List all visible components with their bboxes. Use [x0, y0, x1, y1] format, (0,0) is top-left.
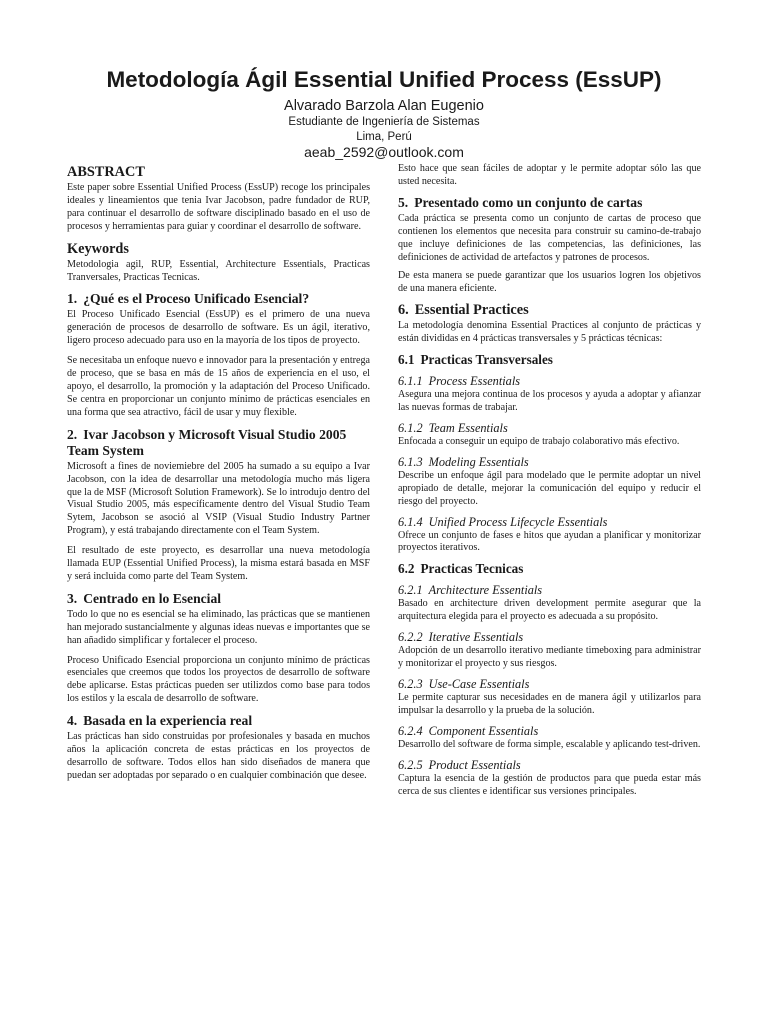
keywords-heading: Keywords: [67, 240, 129, 257]
section-number: 6.1.1: [398, 374, 423, 389]
section-1-paragraph-2: Se necesitaba un enfoque nuevo e innovador para la presentación y entrega de proceso, que se basa en más de 15 años de experiencia en el uso, el apoyo, el desarrollo, la promoción y la adaptación del Proceso Unificado. Se centra en proporcionar un conjunto mínimo de prácticas esenciales en una forma que sea atractivo, fácil de usar y muy flexible.: [67, 355, 370, 418]
section-5-paragraph-1: Cada práctica se presenta como un conjunto de cartas de proceso que contienen los elementos que necesita para construir su camino-de-trabajo que incluye definiciones de las competencias, las definiciones, las definiciones de actividad de artefactos y patrones de procesos.: [398, 212, 701, 263]
section-number: 3.: [67, 590, 78, 606]
section-5-heading: [398, 195, 701, 211]
section-6-heading: [398, 302, 701, 318]
section-6-paragraph-1: La metodología denomina Essential Practices al conjunto de prácticas y están divididas en 4 prácticas transversales y 5 prácticas técnicas:: [398, 320, 701, 345]
abstract-heading: ABSTRACT: [67, 164, 145, 180]
author-affiliation: Estudiante de Ingeniería de Sistemas: [288, 116, 480, 128]
section-3-paragraph-2: Proceso Unificado Esencial proporciona un conjunto mínimo de prácticas esenciales que creemos que todos los proyectos de desarrollo de software debe aplicarse. Estas prácticas pueden ser utilizdos como base para todos los estilos y la escala de desarrollo de software.: [67, 654, 370, 705]
author-email: aeab_2592@outlook.com: [304, 144, 464, 160]
paper-header: [0, 66, 768, 161]
subsection-6-1-heading: [398, 352, 701, 368]
section-number: 4.: [67, 713, 78, 729]
section-number: 2.: [67, 426, 78, 442]
section-number: 6.1: [398, 352, 415, 368]
section-2-paragraph-2: El resultado de este proyecto, es desarrollar una nueva metodología llamada EUP (Essential Unified Process), la misma estará basada en MSF y será incluida como parte del Team System.: [67, 545, 370, 582]
section-1-heading: [67, 291, 370, 307]
subsubsection-6-2-5-heading: [398, 758, 701, 772]
section-2-heading: [67, 427, 370, 459]
section-1-paragraph-1: El Proceso Unificado Esencial (EssUP) es el primero de una nueva generación de procesos de desarrollo de software. Es un ágil, iterativo, ligero proceso adecuado para uso en la mayoría de los tipos de proyecto.: [67, 309, 370, 347]
section-title: ¿Qué es el Proceso Unificado Esencial?: [83, 291, 310, 307]
section-number: 6.2.3: [398, 676, 423, 691]
section-title: Ivar Jacobson y Microsoft Visual Studio 2005 Team System: [67, 426, 347, 458]
subsubsection-6-2-1-text: Basado en architecture driven development permite asegurar que la arquitectura elegida para el proyecto es adecuada a su propósito.: [398, 598, 701, 623]
section-number: 6.1.2: [398, 420, 423, 435]
section-3-paragraph-1: Todo lo que no es esencial se ha eliminado, las prácticas que se mantienen han mejorado sustancialmente y algunas ideas nuevas e importantes que se han añadido simplificar y fortalecer el proceso.: [67, 608, 370, 646]
subsection-6-2-heading: [398, 561, 701, 577]
section-3-heading: [67, 591, 370, 607]
subsubsection-6-1-1-text: Asegura una mejora continua de los procesos y ayuda a adoptar y afianzar las nuevas formas de trabajar.: [398, 389, 701, 413]
section-title: Presentado como un conjunto de cartas: [414, 194, 643, 210]
section-title: Team Essentials: [428, 420, 508, 435]
subsubsection-6-1-3-heading: [398, 455, 701, 469]
section-number: 6.1.3: [398, 454, 423, 469]
section-number: 6.2.4: [398, 723, 423, 738]
section-title: Product Essentials: [428, 757, 521, 772]
section-4-heading: [67, 713, 370, 729]
author-name: Alvarado Barzola Alan Eugenio: [284, 98, 484, 114]
subsubsection-6-2-5-text: Captura la esencia de la gestión de productos para que pueda estar más cerca de sus clientes e identificar sus versiones principales.: [398, 772, 701, 797]
section-title: Process Essentials: [428, 374, 521, 389]
section-number: 6.2.5: [398, 757, 423, 772]
continued-paragraph: Esto hace que sean fáciles de adoptar y le permite adoptar sólo las que usted necesita.: [398, 163, 701, 187]
section-title: Modeling Essentials: [428, 454, 529, 469]
paper-title: Metodología Ágil Essential Unified Process (EssUP): [106, 67, 662, 92]
subsubsection-6-1-2-text: Enfocada a conseguir un equipo de trabajo colaborativo más efectivo.: [398, 435, 680, 447]
subsubsection-6-2-1-heading: [398, 583, 701, 597]
section-number: 6.2.1: [398, 583, 423, 598]
section-title: Unified Process Lifecycle Essentials: [428, 514, 608, 529]
subsubsection-6-1-4-heading: [398, 515, 701, 529]
section-title: Component Essentials: [428, 723, 539, 738]
subsubsection-6-1-2-heading: [398, 421, 701, 435]
subsubsection-6-2-4-heading: [398, 724, 701, 738]
section-number: 1.: [67, 291, 78, 307]
author-location: Lima, Perú: [356, 130, 412, 143]
section-2-paragraph-1: Microsoft a fines de noviemiebre del 2005 ha sumado a su equipo a Ivar Jacobson, con la idea de desarrollar una metodología mucho más ligera que la de MSF (Microsoft Solution Framework). Se lo introdujo dentro del Visual Studio 2005, más específicamente dentro del Visual Studio Team Sytem, Jacobson se asoció al VSIP (Visual Studio Industry Partner Program), y está trabajando directamente con el Team System.: [67, 460, 370, 537]
subsubsection-6-2-2-heading: [398, 630, 701, 644]
section-5-paragraph-2: De esta manera se puede garantizar que los usuarios logren los objetivos de una manera eficiente.: [398, 270, 701, 295]
section-title: Basada en la experiencia real: [83, 713, 253, 729]
section-number: 6.2.2: [398, 630, 423, 645]
section-title: Use-Case Essentials: [428, 676, 530, 691]
subsubsection-6-1-4-text: Ofrece un conjunto de fases e hitos que ayudan a planificar y monitorizar proyectos iterativos.: [398, 529, 701, 554]
subsubsection-6-1-1-heading: [398, 374, 701, 388]
section-title: Essential Practices: [414, 302, 529, 319]
abstract-text: Este paper sobre Essential Unified Process (EssUP) recoge los principales ideales y lineamientos que tenia Ivar Jacobson, padre fundador de RUP, para continuar el desarrollo de software disciplinado basado en el uso de procesos y herramientas para guiar y coordinar el desarrollo de software.: [67, 182, 370, 232]
subsubsection-6-1-3-text: Describe un enfoque ágil para modelado que le permite adoptar un nivel apropiado de detalle, mejorar la comunicación del equipo y reducir el riesgo del proyecto.: [398, 469, 701, 507]
keywords-text: Metodologia agil, RUP, Essential, Architecture Essentials, Practicas Tranversales, Practicas Tecnicas.: [67, 258, 370, 283]
section-title: Iterative Essentials: [428, 630, 524, 645]
left-column: [67, 164, 370, 790]
section-number: 6.: [398, 302, 409, 319]
section-number: 6.2: [398, 561, 415, 577]
section-title: Practicas Tecnicas: [420, 561, 524, 577]
section-title: Practicas Transversales: [420, 352, 553, 368]
subsubsection-6-2-3-text: Le permite capturar sus necesidades en de manera ágil y utilizarlos para impulsar la desarrollo y la prueba de la solución.: [398, 691, 701, 716]
section-4-paragraph-1: Las prácticas han sido construidas por profesionales y basada en muchos años la aplicación concreta de estas prácticas en los proyectos de desarrollo de software. Todos ellos han sido diseñados de manera que puedan ser adoptadas por separado o en cualquier combinación que desee.: [67, 731, 370, 781]
subsubsection-6-2-3-heading: [398, 677, 701, 691]
section-number: 6.1.4: [398, 514, 423, 529]
subsubsection-6-2-4-text: Desarrollo del software de forma simple, escalable y aplicando test-driven.: [398, 738, 701, 750]
subsubsection-6-2-2-text: Adopción de un desarrollo iterativo mediante timeboxing para administrar y monitorizar el proyecto y sus riesgos.: [398, 645, 701, 670]
section-number: 5.: [398, 194, 409, 210]
section-title: Architecture Essentials: [428, 583, 543, 598]
section-title: Centrado en lo Esencial: [83, 590, 222, 606]
right-column: [398, 163, 701, 804]
